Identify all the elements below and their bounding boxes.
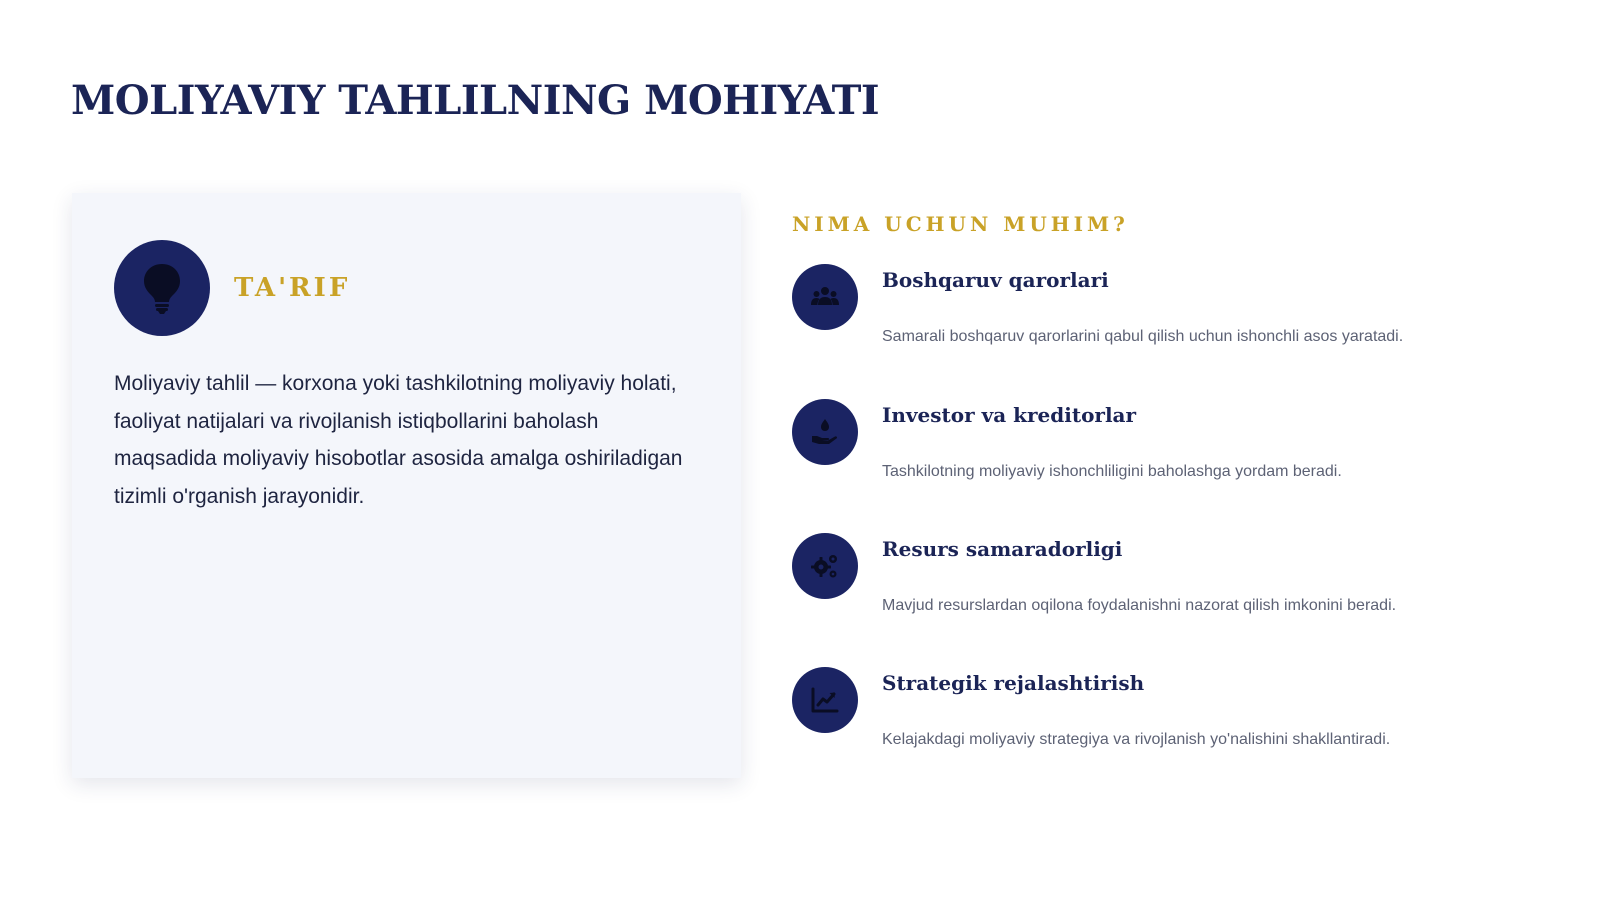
reason-title: Investor va kreditorlar bbox=[882, 403, 1137, 427]
reason-description: Tashkilotning moliyaviy ishonchliligini baholashga yordam beradi. bbox=[882, 463, 1342, 480]
definition-icon-badge bbox=[114, 240, 210, 336]
definition-text: Moliyaviy tahlil — korxona yoki tashkilotning moliyaviy holati, faoliyat natijalari va rivojlanish istiqbollarini baholash maqsadida moliyaviy hisobotlar asosida amalga oshiriladigan tizimli o'rganish jarayonidir. bbox=[114, 372, 683, 508]
page-title: MOLIYAVIY TAHLILNING MOHIYATI bbox=[71, 77, 880, 124]
reason-description: Samarali boshqaruv qarorlarini qabul qilish uchun ishonchli asos yaratadi. bbox=[882, 328, 1404, 345]
reason-title: Boshqaruv qarorlari bbox=[882, 268, 1109, 292]
reason-icon-badge bbox=[792, 667, 858, 733]
chart-line-icon bbox=[811, 686, 839, 714]
hand-holding-coin-icon bbox=[811, 418, 839, 446]
reason-title: Resurs samaradorligi bbox=[882, 537, 1123, 561]
users-group-icon bbox=[811, 283, 839, 311]
reason-title: Strategik rejalashtirish bbox=[882, 671, 1145, 695]
lightbulb-icon bbox=[142, 262, 182, 314]
definition-card bbox=[72, 193, 741, 778]
reason-item-resources bbox=[792, 533, 1552, 643]
importance-heading: NIMA UCHUN MUHIM? bbox=[792, 212, 1129, 236]
reason-description: Kelajakdagi moliyaviy strategiya va rivojlanish yo'nalishini shakllantiradi. bbox=[882, 731, 1391, 748]
reason-item-strategy bbox=[792, 667, 1552, 777]
reason-item-investors bbox=[792, 399, 1552, 509]
reason-icon-badge bbox=[792, 264, 858, 330]
gears-icon bbox=[811, 552, 839, 580]
reason-item-management bbox=[792, 264, 1552, 374]
definition-heading: TA'RIF bbox=[234, 273, 351, 303]
reason-icon-badge bbox=[792, 399, 858, 465]
reason-description: Mavjud resurslardan oqilona foydalanishni nazorat qilish imkonini beradi. bbox=[882, 597, 1397, 614]
reason-icon-badge bbox=[792, 533, 858, 599]
